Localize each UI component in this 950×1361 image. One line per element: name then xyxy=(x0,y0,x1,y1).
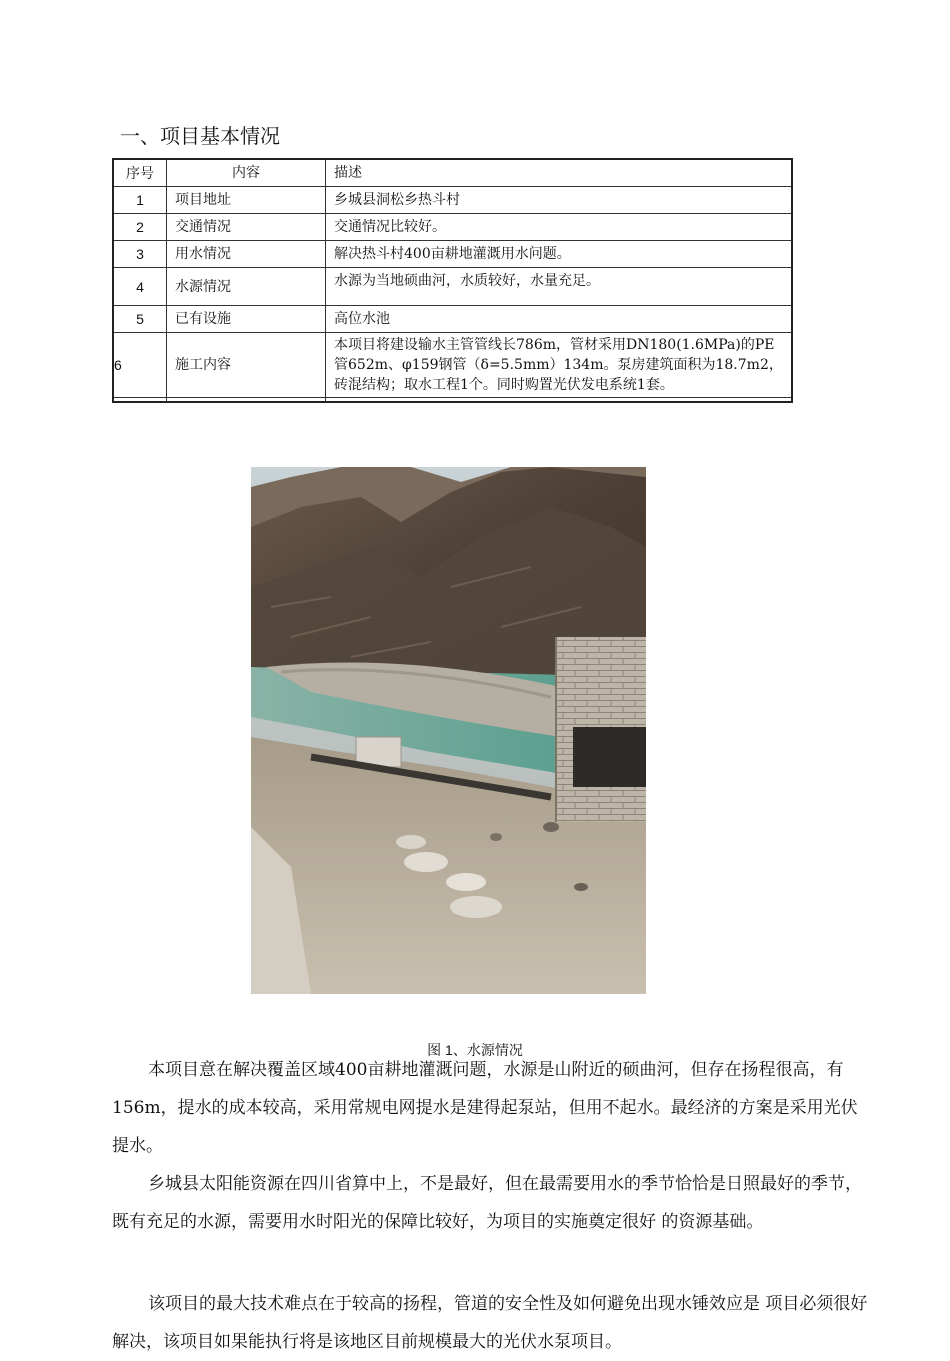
river-valley-image xyxy=(251,467,646,994)
paragraph-3: 该项目的最大技术难点在于较高的扬程，管道的安全性及如何避免出现水锤效应是 项目必须很好解决，该项目如果能执行将是该地区目前规模最大的光伏水泵项目。 xyxy=(112,1294,868,1352)
row-item: 水源情况 xyxy=(167,268,326,306)
row-item: 施工内容 xyxy=(167,333,326,398)
water-source-photo xyxy=(251,467,646,994)
row-desc: 高位水池 xyxy=(326,306,793,333)
row-item: 用水情况 xyxy=(167,241,326,268)
table-row xyxy=(113,187,792,214)
row-no: 4 xyxy=(113,268,167,306)
header-no: 序号 xyxy=(113,159,167,187)
row-no: 3 xyxy=(113,241,167,268)
row-no: 5 xyxy=(113,306,167,333)
table-row xyxy=(113,214,792,241)
header-desc: 描述 xyxy=(326,159,793,187)
table-row xyxy=(113,306,792,333)
row-no: 2 xyxy=(113,214,167,241)
row-desc: 本项目将建设输水主管管线长786m，管材采用DN180(1.6MPa)的PE管652m、φ159钢管（δ=5.5mm）134m。泵房建筑面积为18.7m2，砖混结构；取水工程1个。同时购置光伏发电系统1套。 xyxy=(326,333,793,398)
row-item: 交通情况 xyxy=(167,214,326,241)
table-tail-row xyxy=(113,398,792,403)
table-header-row xyxy=(113,159,792,187)
header-item: 内容 xyxy=(167,159,326,187)
project-info-table xyxy=(112,158,793,403)
table-row xyxy=(113,241,792,268)
row-desc: 交通情况比较好。 xyxy=(326,214,793,241)
section-heading: 一、项目基本情况 xyxy=(120,124,280,148)
figure-caption: 图 1、水源情况 xyxy=(427,1042,523,1058)
table-row xyxy=(113,268,792,306)
row-no: 1 xyxy=(113,187,167,214)
row-item: 已有设施 xyxy=(167,306,326,333)
row-no: 6 xyxy=(113,333,167,398)
table-row xyxy=(113,333,792,398)
row-item: 项目地址 xyxy=(167,187,326,214)
row-desc: 解决热斗村400亩耕地灌溉用水问题。 xyxy=(326,241,793,268)
row-desc: 水源为当地硕曲河，水质较好，水量充足。 xyxy=(326,268,793,306)
paragraph-1: 本项目意在解决覆盖区域400亩耕地灌溉问题，水源是山附近的硕曲河，但存在扬程很高，有 156m，提水的成本较高，采用常规电网提水是建得起泵站，但用不起水。最经济的方案是采用光伏提水。 xyxy=(112,1060,858,1156)
paragraph-2: 乡城县太阳能资源在四川省算中上，不是最好，但在最需要用水的季节恰恰是日照最好的季节，既有充足的水源，需要用水时阳光的保障比较好，为项目的实施奠定很好 的资源基础。 xyxy=(112,1174,862,1232)
row-desc: 乡城县洞松乡热斗村 xyxy=(326,187,793,214)
